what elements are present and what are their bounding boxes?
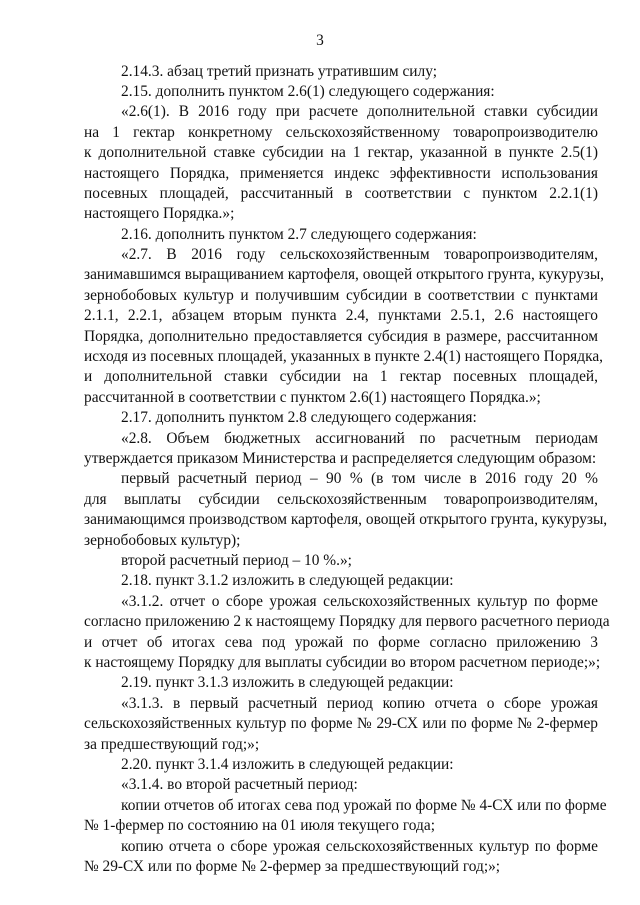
paragraph-line: к дополнительной ставке субсидии на 1 гектар, указанной в пункте 2.5(1) <box>84 144 598 161</box>
paragraph-line: 2.16. дополнить пунктом 2.7 следующего содержания: <box>121 226 477 243</box>
paragraph-line: «2.7. В 2016 году сельскохозяйственным товаропроизводителям, <box>121 246 598 263</box>
paragraph-line: зернобобовых культур и получившим субсидии в соответствии с пунктами <box>84 287 598 304</box>
paragraph-line: Порядка, дополнительно предоставляется субсидия в размере, рассчитанном <box>84 328 598 345</box>
paragraph-line: на 1 гектар конкретному сельскохозяйственному товаропроизводителю <box>84 124 598 141</box>
paragraph-line: № 29-СХ или по форме № 2-фермер за предшествующий год;»; <box>84 858 501 875</box>
paragraph-line: и дополнительной ставки субсидии на 1 гектар посевных площадей, <box>84 368 598 385</box>
paragraph-line: сельскохозяйственных культур по форме № 29-СХ или по форме № 2-фермер <box>84 715 598 732</box>
page-number: 3 <box>316 32 324 49</box>
paragraph-line: рассчитанной в соответствии с пунктом 2.6(1) настоящего Порядка.»; <box>84 389 541 406</box>
paragraph-line: 2.20. пункт 3.1.4 изложить в следующей редакции: <box>121 756 454 773</box>
paragraph-line: «2.6(1). В 2016 году при расчете дополнительной ставки субсидии <box>121 103 598 120</box>
paragraph-line: исходя из посевных площадей, указанных в пункте 2.4(1) настоящего Порядка, <box>84 348 604 365</box>
paragraph-line: для выплаты субсидии сельскохозяйственным товаропроизводителям, <box>84 491 598 508</box>
paragraph-line: 2.1.1, 2.2.1, абзацем вторым пункта 2.4, пунктами 2.5.1, 2.6 настоящего <box>84 307 598 324</box>
paragraph-line: «3.1.2. отчет о сборе урожая сельскохозяйственных культур по форме <box>121 593 598 610</box>
paragraph-line: настоящего Порядка.»; <box>84 205 235 222</box>
paragraph-line: посевных площадей, рассчитанный в соответствии с пунктом 2.2.1(1) <box>84 185 598 202</box>
paragraph-line: согласно приложению 2 к настоящему Порядку для первого расчетного периода <box>84 613 610 630</box>
paragraph-line: занимающимся производством картофеля, овощей открытого грунта, кукурузы, <box>84 511 608 528</box>
paragraph-line: копии отчетов об итогах сева под урожай по форме № 4-СХ или по форме <box>121 797 607 814</box>
paragraph-line: и отчет об итогах сева под урожай по форме согласно приложению 3 <box>84 634 598 651</box>
paragraph-line: 2.15. дополнить пунктом 2.6(1) следующего содержания: <box>121 83 495 100</box>
paragraph-line: № 1-фермер по состоянию на 01 июля текущего года; <box>84 817 435 834</box>
paragraph-line: «3.1.3. в первый расчетный период копию отчета о сборе урожая <box>121 695 598 712</box>
paragraph-line: к настоящему Порядку для выплаты субсидии во втором расчетном периоде;»; <box>84 654 601 671</box>
paragraph-line: занимавшимся выращиванием картофеля, овощей открытого грунта, кукурузы, <box>84 266 605 283</box>
paragraph-line: настоящего Порядка, применяется индекс эффективности использования <box>84 165 598 182</box>
paragraph-line: 2.18. пункт 3.1.2 изложить в следующей редакции: <box>121 572 454 589</box>
paragraph-line: 2.17. дополнить пунктом 2.8 следующего содержания: <box>121 409 477 426</box>
paragraph-line: «3.1.4. во второй расчетный период: <box>121 776 358 793</box>
paragraph-line: второй расчетный период – 10 %.»; <box>121 552 352 569</box>
paragraph-line: 2.19. пункт 3.1.3 изложить в следующей редакции: <box>121 674 454 691</box>
paragraph-line: утверждается приказом Министерства и распределяется следующим образом: <box>84 450 597 467</box>
paragraph-line: за предшествующий год;»; <box>84 736 260 753</box>
paragraph-line: первый расчетный период – 90 % (в том числе в 2016 году 20 % <box>121 470 598 487</box>
paragraph-line: копию отчета о сборе урожая сельскохозяйственных культур по форме <box>121 838 598 855</box>
paragraph-line: 2.14.3. абзац третий признать утратившим силу; <box>121 63 437 80</box>
paragraph-line: зернобобовых культур); <box>84 532 241 549</box>
paragraph-line: «2.8. Объем бюджетных ассигнований по расчетным периодам <box>121 430 598 447</box>
